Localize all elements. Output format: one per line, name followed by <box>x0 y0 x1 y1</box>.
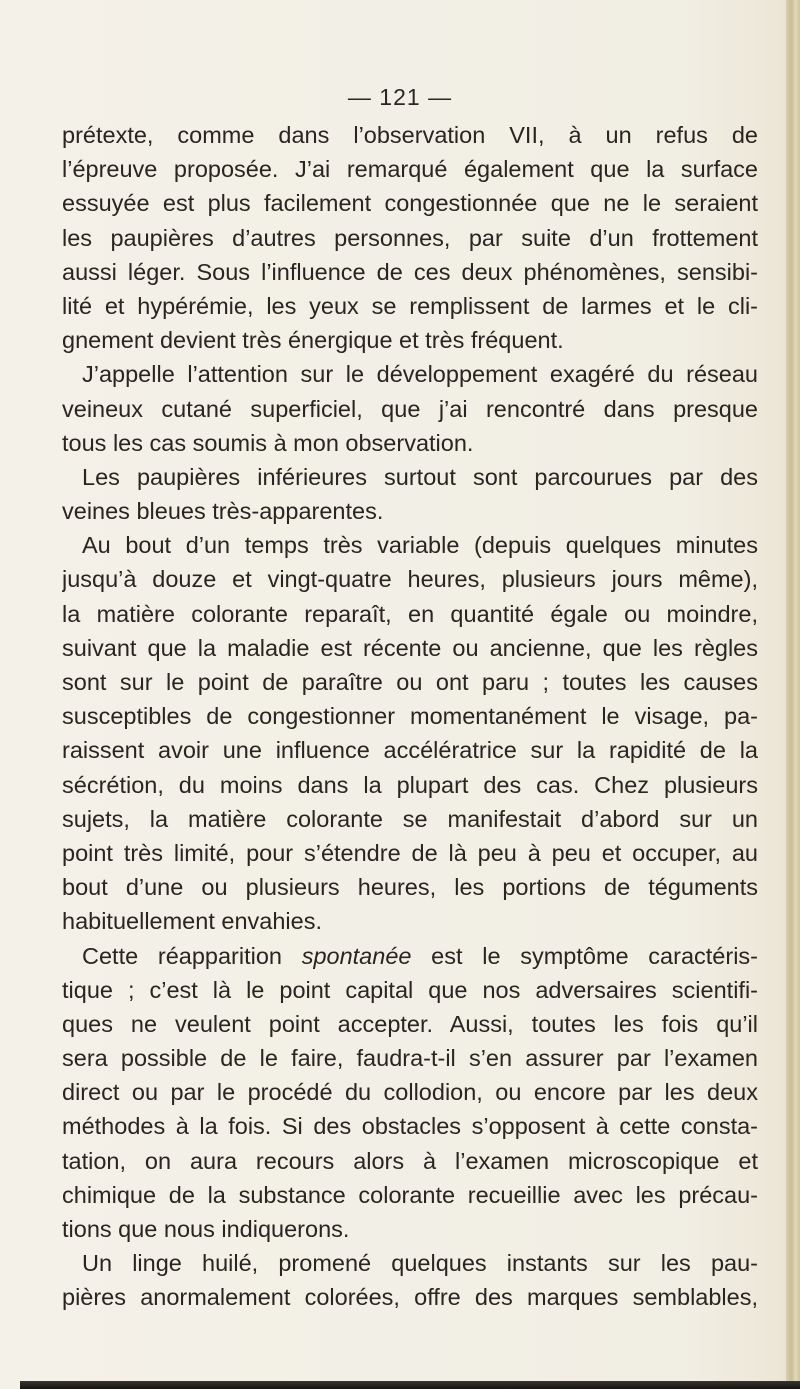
text-line: Au bout d’un temps très variable (depuis quelques minutes <box>82 532 758 559</box>
text-line: tation, on aura recours alors à l’examen microscopique et <box>62 1147 758 1174</box>
text-line <box>62 939 758 973</box>
text-line: méthodes à la fois. Si des obstacles s’opposent à cette consta- <box>62 1113 758 1140</box>
text-line: essuyée est plus facilement congestionnée que ne le seraient <box>62 190 758 217</box>
body-text <box>62 118 758 1315</box>
text-line: les paupières d’autres personnes, par suite d’un frottement <box>62 224 758 251</box>
text-line: sujets, la matière colorante se manifestait d’abord sur un <box>62 805 758 832</box>
text-line: chimique de la substance colorante recueillie avec les précau- <box>62 1181 758 1208</box>
text-line: ques ne veulent point accepter. Aussi, toutes les fois qu’il <box>62 1010 758 1037</box>
text-line: susceptibles de congestionner momentanément le visage, pa- <box>62 703 758 730</box>
text-line: pières anormalement colorées, offre des marques semblables, <box>62 1284 758 1311</box>
text-line: prétexte, comme dans l’observation VII, à un refus de <box>62 122 758 148</box>
text-line: gnement devient très énergique et très fréquent. <box>62 327 564 354</box>
text-line: l’épreuve proposée. J’ai remarqué également que la surface <box>62 156 758 183</box>
text-line: jusqu’à douze et vingt-quatre heures, plusieurs jours même), <box>62 566 758 593</box>
text-line: point très limité, pour s’étendre de là peu à peu et occuper, au <box>62 839 758 866</box>
text-line: habituellement envahies. <box>62 908 322 935</box>
text-line: veineux cutané superficiel, que j’ai rencontré dans presque <box>62 395 758 422</box>
text-line: J’appelle l’attention sur le développement exagéré du réseau <box>82 361 758 388</box>
text-line: lité et hypérémie, les yeux se remplissent de larmes et le cli- <box>62 292 758 319</box>
page-number: — 121 — <box>347 84 453 110</box>
page-edge-shadow <box>786 0 800 1389</box>
text-segment: est le symptôme caractéris- <box>411 942 758 969</box>
text-segment: Cette réapparition <box>82 942 302 969</box>
text-line: Un linge huilé, promené quelques instants sur les pau- <box>82 1250 758 1277</box>
text-line: sont sur le point de paraître ou ont paru ; toutes les causes <box>62 669 758 695</box>
text-line: direct ou par le procédé du collodion, ou encore par les deux <box>62 1079 758 1106</box>
text-line: la matière colorante reparaît, en quantité égale ou moindre, <box>62 600 758 627</box>
text-line: raissent avoir une influence accélératrice sur la rapidité de la <box>62 737 758 764</box>
italic-term: spontanée <box>301 942 412 969</box>
text-line: tions que nous indiquerons. <box>62 1216 350 1242</box>
text-line: veines bleues très-apparentes. <box>62 498 384 525</box>
text-line: suivant que la maladie est récente ou ancienne, que les règles <box>62 634 758 661</box>
text-line: aussi léger. Sous l’influence de ces deux phénomènes, sensibi- <box>62 258 758 285</box>
text-line: sécrétion, du moins dans la plupart des cas. Chez plusieurs <box>62 771 758 798</box>
text-line: tous les cas soumis à mon observation. <box>62 429 474 456</box>
page-bottom-edge <box>20 1381 800 1389</box>
text-line: tique ; c’est là le point capital que nos adversaires scientifi- <box>62 976 758 1003</box>
text-line: bout d’une ou plusieurs heures, les portions de téguments <box>62 874 758 901</box>
text-line: Les paupières inférieures surtout sont parcourues par des <box>82 463 758 490</box>
text-line: sera possible de le faire, faudra-t-il s’en assurer par l’examen <box>62 1045 758 1072</box>
